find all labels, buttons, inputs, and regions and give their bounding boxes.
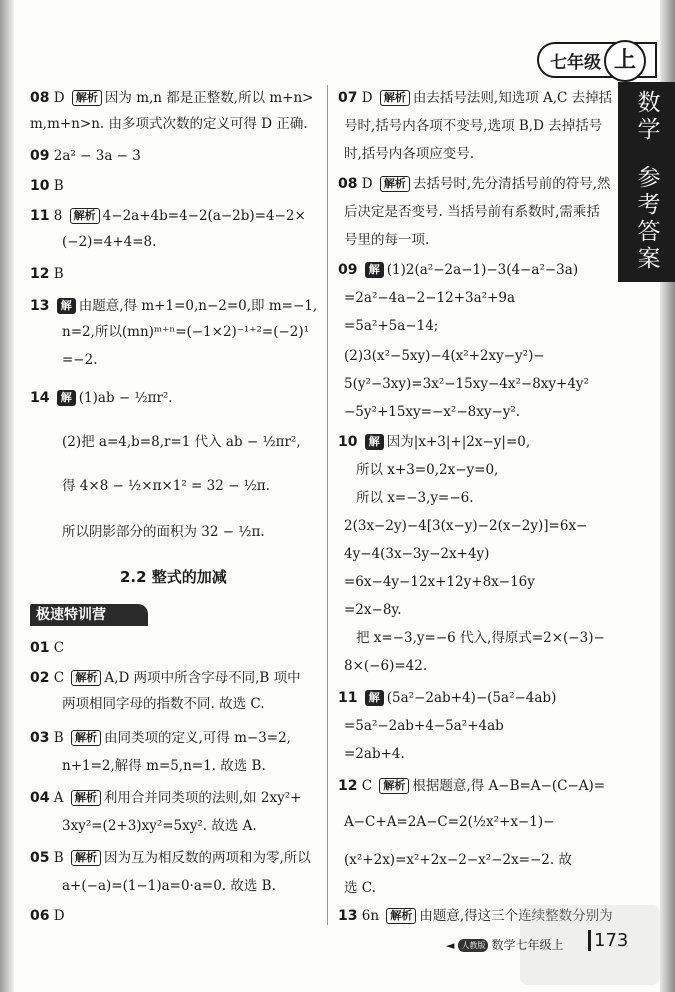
- analysis-tag: 解析: [380, 176, 410, 192]
- analysis-tag: 解析: [386, 908, 416, 924]
- answer-14-left-line3: 得 4×8 − ½×π×1² = 32 − ½π.: [62, 478, 270, 494]
- answer-10-right-line9: 8×(−6)=42.: [344, 658, 428, 674]
- grade-label: 七年级: [550, 53, 601, 73]
- answer-11-right: 11 解 (5a²−2ab+4)−(5a²−4ab): [338, 690, 557, 706]
- solution-tag: 解: [57, 298, 76, 314]
- page-number: 173: [588, 930, 628, 951]
- section-title: 2.2 整式的加减: [120, 568, 227, 586]
- analysis-tag: 解析: [71, 850, 101, 866]
- practice-04: 04 A 解析 利用合并同类项的法则,如 2xy²+: [30, 790, 302, 806]
- column-divider: [327, 85, 328, 925]
- answer-10-right-line4: 2(3x−2y)−4[3(x−y)−2(x−2y)]=6x−: [344, 518, 588, 534]
- answer-09-right-line6: −5y²+15xy=−x²−8xy−y².: [344, 404, 521, 420]
- practice-05: 05 B 解析 因为互为相反数的两项和为零,所以: [30, 850, 311, 866]
- edition-badge: 人教版: [458, 939, 488, 952]
- answer-12-left: 12 B: [30, 266, 64, 282]
- page-footer: [446, 936, 564, 953]
- practice-06: 06 D: [30, 908, 65, 924]
- answer-13-left-line3: =−2.: [62, 352, 98, 368]
- answer-09-right-line3: =5a²+5a−14;: [344, 318, 439, 334]
- answer-12-right-line2: A−C+A=2A−C=2(½x²+x−1)−: [344, 814, 555, 830]
- practice-03-line2: n+1=2,解得 m=5,n=1. 故选 B.: [62, 758, 266, 774]
- practice-05-line2: a+(−a)=(1−1)a=0·a=0. 故选 B.: [62, 878, 276, 894]
- left-arrow-icon: ◄: [446, 939, 455, 952]
- practice-01: 01 C: [30, 640, 65, 656]
- answer-12-right-line3: (x²+2x)=x²+2x−2−x²−2x=−2. 故: [344, 852, 572, 868]
- answer-11-right-line2: =5a²−2ab+4−5a²+4ab: [344, 718, 504, 734]
- answer-14-left-line2: (2)把 a=4,b=8,r=1 代入 ab − ½πr²,: [62, 434, 301, 450]
- answer-07-right: 07 D 解析 由去括号法则,知选项 A,C 去掉括: [338, 90, 613, 106]
- solution-tag: 解: [57, 390, 76, 406]
- answer-09-left: 09 2a² − 3a − 3: [30, 148, 141, 164]
- answer-11-right-line3: =2ab+4.: [344, 746, 405, 762]
- answer-12-right-line4: 选 C.: [344, 880, 376, 896]
- answer-10-right-line8: 把 x=−3,y=−6 代入,得原式=2×(−3)−: [356, 630, 605, 646]
- answer-10-right-line2: 所以 x+3=0,2x−y=0,: [356, 462, 499, 478]
- answer-09-right-line2: =2a²−4a−2−12+3a²+9a: [344, 290, 516, 306]
- answer-09-right-line4: (2)3(x²−5xy)−4(x²+2xy−y²)−: [344, 348, 545, 364]
- answer-10-right-line7: =2x−8y.: [344, 602, 402, 618]
- answer-13-left-line2: n=2,所以(mn)ᵐ⁺ⁿ=(−1×2)⁻¹⁺²=(−2)¹: [62, 324, 310, 340]
- answer-10-right-line3: 所以 x=−3,y=−6.: [356, 490, 474, 506]
- practice-04-line2: 3xy²=(2+3)xy²=5xy². 故选 A.: [62, 818, 257, 834]
- analysis-tag: 解析: [71, 670, 101, 686]
- answer-13-right: 13 6n 解析 由题意,得这三个连续整数分别为: [338, 908, 613, 924]
- practice-02: 02 C 解析 A,D 两项中所含字母不同,B 项中: [30, 670, 301, 686]
- answer-10-right: 10 解 因为|x+3|+|2x−y|=0,: [338, 434, 531, 450]
- footer-volume: 上: [551, 938, 564, 952]
- practice-03: 03 B 解析 由同类项的定义,可得 m−3=2,: [30, 730, 291, 746]
- solution-tag: 解: [365, 434, 384, 450]
- volume-circle: 上: [604, 40, 646, 82]
- answer-08-right-line3: 号里的每一项.: [344, 232, 430, 248]
- practice-banner: 极速特训营: [30, 604, 148, 626]
- answer-08-left: 08 D 解析 因为 m,n 都是正整数,所以 m+n>: [30, 90, 314, 106]
- answer-07-right-line3: 时,括号内各项应变号.: [344, 146, 475, 162]
- answer-10-right-line6: =6x−4y−12x+12y+8x−16y: [344, 574, 535, 590]
- answer-08-right-line2: 后决定是否变号. 当括号前有系数时,需乘括: [344, 204, 600, 220]
- answer-09-right-line5: 5(y²−3xy)=3x²−15xy−4x²−8xy+4y²: [344, 376, 589, 392]
- analysis-tag: 解析: [72, 90, 102, 106]
- side-tab-subject: 数学: [637, 90, 661, 143]
- page-edge-shadow-left: [0, 0, 14, 992]
- answer-10-right-line5: 4y−4(3x−3y−2x+4y): [344, 546, 490, 562]
- answer-14-left-line4: 所以阴影部分的面积为 32 − ½π.: [62, 524, 265, 540]
- answer-07-right-line2: 号时,括号内各项不变号,选项 B,D 去掉括号: [344, 118, 603, 134]
- answer-11-left: 11 8 解析 4−2a+4b=4−2(a−2b)=4−2×: [30, 208, 306, 224]
- solution-tag: 解: [365, 690, 384, 706]
- answer-10-left: 10 B: [30, 178, 64, 194]
- answer-08-left-line2: m,m+n>n. 由多项式次数的定义可得 D 正确.: [30, 116, 308, 132]
- solution-tag: 解: [365, 262, 384, 278]
- footer-label: 数学七年级: [491, 938, 552, 952]
- analysis-tag: 解析: [71, 730, 101, 746]
- side-tab-answers: 参考答案: [637, 165, 661, 272]
- analysis-tag: 解析: [380, 90, 410, 106]
- analysis-tag: 解析: [379, 778, 409, 794]
- answer-11-left-line2: (−2)=4+4=8.: [62, 234, 157, 250]
- answer-14-left: 14 解 (1)ab − ½πr².: [30, 390, 173, 406]
- analysis-tag: 解析: [71, 790, 101, 806]
- answer-08-right: 08 D 解析 去括号时,先分清括号前的符号,然: [338, 176, 611, 192]
- answer-09-right: 09 解 (1)2(a²−2a−1)−3(4−a²−3a): [338, 262, 579, 278]
- analysis-tag: 解析: [70, 208, 100, 224]
- practice-02-line2: 两项相同字母的指数不同. 故选 C.: [62, 696, 265, 712]
- answer-13-left: 13 解 由题意,得 m+1=0,n−2=0,即 m=−1,: [30, 298, 318, 314]
- answer-12-right: 12 C 解析 根据题意,得 A−B=A−(C−A)=: [338, 778, 606, 794]
